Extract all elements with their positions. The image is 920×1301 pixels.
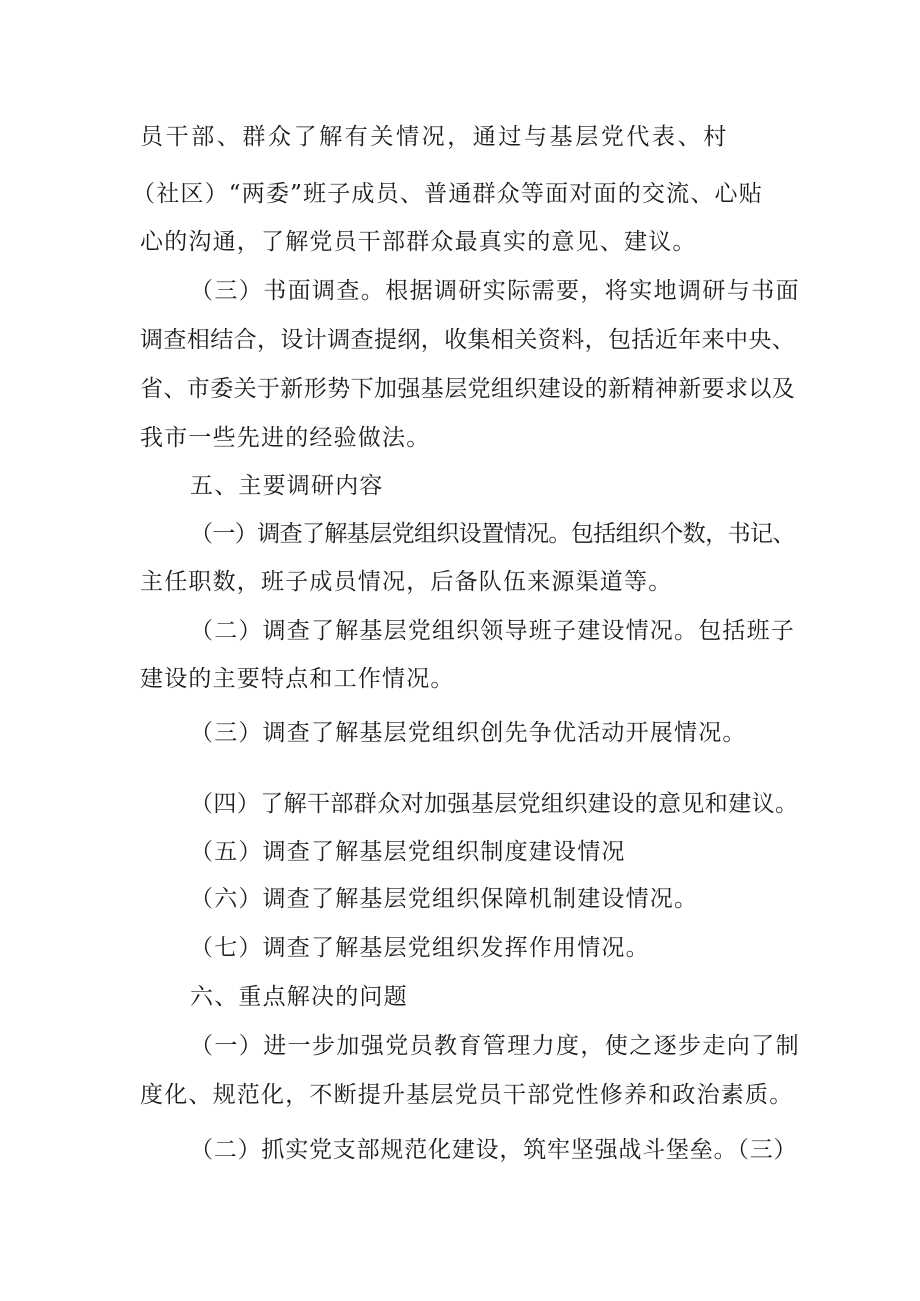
text-line-16: （六）调查了解基层党组织保障机制建设情况。 (190, 886, 699, 912)
section-heading-5: 五、主要调研内容 (190, 473, 384, 499)
text-line-14: （四）了解干部群众对加强基层党组织建设的意见和建议。 (190, 791, 799, 817)
text-line-13: （三）调查了解基层党组织创先争优活动开展情况。 (190, 720, 747, 746)
text-line-12: 建设的主要特点和工作情况。 (140, 666, 455, 692)
text-line-2: （社区）“两委”班子成员、普通群众等面对面的交流、心贴 (132, 181, 763, 207)
text-line-7: 我市一些先进的经验做法。 (140, 425, 431, 451)
text-line-15: （五）调查了解基层党组织制度建设情况 (190, 839, 626, 865)
text-line-3: 心的沟通，了解党员干部群众最真实的意见、建议。 (140, 229, 697, 255)
text-line-21: （二）抓实党支部规范化建设，筑牢坚强战斗堡垒。（三） (190, 1137, 798, 1163)
section-heading-6: 六、重点解决的问题 (190, 984, 408, 1010)
text-line-10: 主任职数，班子成员情况，后备队伍来源渠道等。 (140, 569, 673, 595)
text-line-4: （三）书面调查。根据调研实际需要，将实地调研与书面 (190, 278, 800, 304)
text-line-19: （一）进一步加强党员教育管理力度，使之逐步走向了制 (190, 1033, 800, 1059)
text-line-20: 度化、规范化，不断提升基层党员干部党性修养和政治素质。 (140, 1082, 794, 1108)
text-line-9: （一）调查了解基层党组织设置情况。包括组织个数，书记、 (190, 521, 795, 547)
text-line-11: （二）调查了解基层党组织领导班子建设情况。包括班子 (190, 618, 795, 644)
text-line-5: 调查相结合，设计调查提纲，收集相关资料，包括近年来中央、 (140, 327, 796, 353)
text-line-6: 省、市委关于新形势下加强基层党组织建设的新精神新要求以及 (140, 376, 796, 402)
text-line-17: （七）调查了解基层党组织发挥作用情况。 (190, 935, 650, 961)
text-line-1: 员干部、群众了解有关情况，通过与基层党代表、村 (140, 124, 729, 150)
